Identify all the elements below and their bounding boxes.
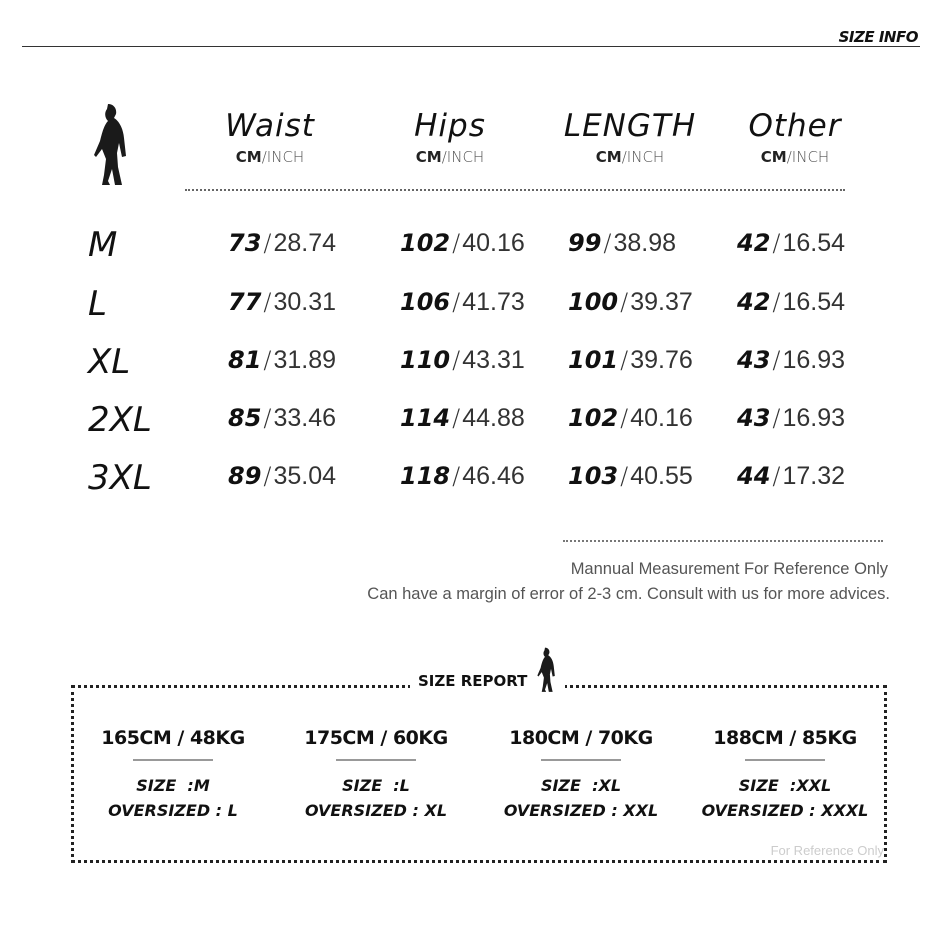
header-dotted-divider [185, 189, 845, 191]
value-separator: / [772, 404, 781, 432]
recommended-size: SIZE :XXL [738, 776, 832, 795]
inch-value: 39.37 [630, 288, 693, 316]
table-cell [568, 404, 693, 433]
inch-value: 40.16 [630, 404, 693, 432]
size-label: 3XL [88, 458, 152, 498]
table-cell [737, 229, 845, 258]
inch-value: 38.98 [613, 229, 677, 257]
inch-value: 31.89 [273, 346, 337, 374]
table-cell [228, 288, 336, 317]
table-cell [568, 288, 693, 317]
cm-value: 118 [400, 462, 451, 490]
value-separator: / [452, 462, 461, 490]
table-cell [400, 346, 525, 375]
oversized-size: OVERSIZED : XXXL [701, 801, 869, 820]
inch-value: 46.46 [462, 462, 525, 490]
unit-cm: CM [595, 148, 622, 166]
value-separator: / [620, 462, 629, 490]
inch-value: 30.31 [273, 288, 337, 316]
column-header-waist [185, 108, 355, 166]
divider [541, 759, 621, 761]
column-title: Hips [414, 108, 486, 144]
recommended-size: SIZE :L [342, 776, 410, 795]
unit-cm: CM [760, 148, 787, 166]
cm-value: 44 [737, 462, 771, 490]
inch-value: 16.93 [782, 346, 846, 374]
value-separator: / [452, 346, 461, 374]
cm-value: 81 [228, 346, 262, 374]
size-label: M [88, 225, 118, 265]
size-report-item [685, 727, 885, 823]
value-separator: / [772, 229, 781, 257]
table-cell [400, 288, 525, 317]
column-header-other [710, 108, 880, 166]
height-weight: 180CM / 70KG [509, 727, 653, 749]
table-cell [568, 462, 693, 491]
recommended-size: SIZE :XL [540, 776, 622, 795]
value-separator: / [603, 229, 612, 257]
note-line-2: Can have a margin of error of 2-3 cm. Consult with us for more advices. [367, 585, 890, 603]
table-cell [737, 346, 845, 375]
note-dotted-divider [563, 540, 883, 542]
value-separator: / [263, 404, 272, 432]
inch-value: 17.32 [782, 462, 846, 490]
value-separator: / [620, 346, 629, 374]
cm-value: 43 [737, 346, 771, 374]
unit-inch: INCH [266, 148, 305, 166]
column-title: LENGTH [563, 108, 697, 144]
divider [745, 759, 825, 761]
table-cell [400, 229, 525, 258]
table-cell [228, 462, 336, 491]
figure-icon [86, 102, 130, 188]
height-weight: 175CM / 60KG [304, 727, 448, 749]
size-report-item [481, 727, 681, 823]
value-separator: / [620, 404, 629, 432]
value-separator: / [452, 404, 461, 432]
inch-value: 35.04 [273, 462, 337, 490]
unit-inch: INCH [446, 148, 485, 166]
inch-value: 43.31 [462, 346, 525, 374]
cm-value: 42 [737, 288, 771, 316]
unit-inch: INCH [791, 148, 830, 166]
value-separator: / [620, 288, 629, 316]
size-report-item [73, 727, 273, 823]
cm-value: 77 [228, 288, 262, 316]
value-separator: / [452, 229, 461, 257]
inch-value: 16.93 [782, 404, 846, 432]
figure-icon [533, 646, 557, 694]
inch-value: 33.46 [273, 404, 337, 432]
cm-value: 99 [568, 229, 602, 257]
table-cell [737, 288, 845, 317]
size-report-item [276, 727, 476, 823]
cm-value: 114 [400, 404, 451, 432]
column-header-length [545, 108, 715, 166]
inch-value: 39.76 [630, 346, 693, 374]
cm-value: 73 [228, 229, 262, 257]
top-divider [22, 46, 920, 47]
cm-value: 102 [400, 229, 451, 257]
value-separator: / [263, 462, 272, 490]
value-separator: / [772, 462, 781, 490]
inch-value: 16.54 [782, 229, 846, 257]
unit-cm: CM [235, 148, 262, 166]
inch-value: 40.55 [630, 462, 693, 490]
column-header-hips [365, 108, 535, 166]
recommended-size: SIZE :M [136, 776, 210, 795]
note-line-1: Mannual Measurement For Reference Only [570, 560, 888, 578]
size-label: L [88, 284, 107, 324]
oversized-size: OVERSIZED : XL [304, 801, 448, 820]
cm-value: 101 [568, 346, 619, 374]
table-cell [228, 229, 336, 258]
cm-value: 106 [400, 288, 451, 316]
size-label: 2XL [88, 400, 152, 440]
size-report-header [410, 640, 565, 694]
reference-footnote: For Reference Only [770, 843, 884, 858]
value-separator: / [772, 288, 781, 316]
table-cell [568, 229, 676, 258]
oversized-size: OVERSIZED : L [108, 801, 238, 820]
table-cell [568, 346, 693, 375]
size-label: XL [88, 342, 131, 382]
inch-value: 40.16 [462, 229, 525, 257]
value-separator: / [263, 229, 272, 257]
unit-inch: INCH [626, 148, 665, 166]
inch-value: 41.73 [462, 288, 525, 316]
column-title: Other [748, 108, 842, 144]
column-title: Waist [225, 108, 315, 144]
size-report-title: SIZE REPORT [418, 672, 528, 690]
cm-value: 100 [568, 288, 619, 316]
value-separator: / [452, 288, 461, 316]
inch-value: 44.88 [462, 404, 525, 432]
inch-value: 28.74 [273, 229, 337, 257]
table-cell [737, 404, 845, 433]
table-cell [737, 462, 845, 491]
cm-value: 42 [737, 229, 771, 257]
cm-value: 85 [228, 404, 262, 432]
unit-sep: / [441, 148, 447, 166]
height-weight: 165CM / 48KG [101, 727, 245, 749]
cm-value: 110 [400, 346, 451, 374]
unit-sep: / [621, 148, 627, 166]
unit-sep: / [786, 148, 792, 166]
inch-value: 16.54 [782, 288, 846, 316]
oversized-size: OVERSIZED : XXL [503, 801, 659, 820]
unit-cm: CM [415, 148, 442, 166]
cm-value: 102 [568, 404, 619, 432]
value-separator: / [772, 346, 781, 374]
value-separator: / [263, 288, 272, 316]
table-cell [228, 404, 336, 433]
cm-value: 43 [737, 404, 771, 432]
table-cell [400, 462, 525, 491]
size-info-title: SIZE INFO [838, 28, 918, 46]
divider [133, 759, 213, 761]
cm-value: 89 [228, 462, 262, 490]
table-cell [400, 404, 525, 433]
table-cell [228, 346, 336, 375]
value-separator: / [263, 346, 272, 374]
divider [336, 759, 416, 761]
unit-sep: / [261, 148, 267, 166]
cm-value: 103 [568, 462, 619, 490]
height-weight: 188CM / 85KG [713, 727, 857, 749]
